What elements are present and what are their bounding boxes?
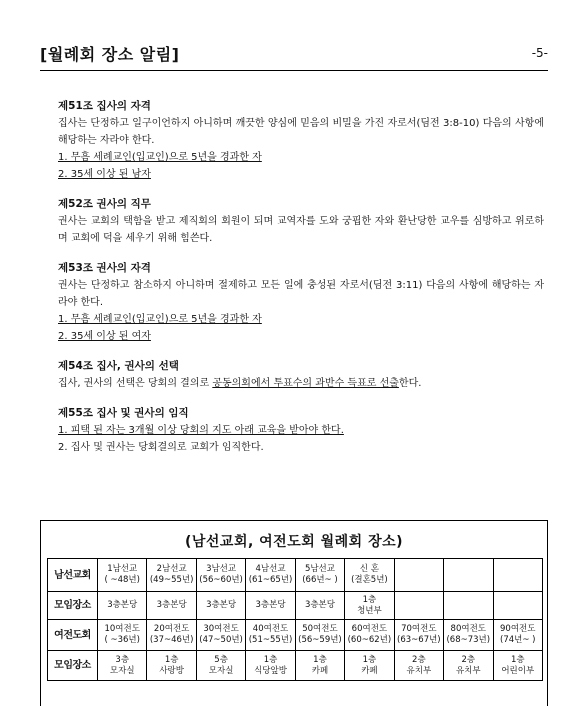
cell-line: 1층: [164, 654, 179, 665]
cell-line: 50여전도: [302, 624, 338, 634]
schedule-cell: [147, 592, 196, 620]
schedule-cell: [98, 620, 147, 651]
schedule-cell: [196, 559, 245, 592]
cell-line: 3층본당: [156, 600, 187, 610]
schedule-cell: [295, 559, 344, 592]
cell-line: (66년~ ): [302, 575, 338, 585]
schedule-row: [48, 559, 543, 592]
article-55: [58, 405, 544, 456]
schedule-cell: [147, 620, 196, 651]
cell-line: ( ~48년): [104, 575, 140, 585]
cell-line: 유치부: [455, 665, 481, 676]
schedule-cell: [246, 651, 295, 681]
article-item: 2. 35세 이상 된 여자: [58, 331, 151, 342]
schedule-cell: [147, 559, 196, 592]
cell-line: 3층본당: [206, 600, 237, 610]
cell-line: (61~65년): [248, 575, 293, 585]
schedule-cell: [394, 592, 443, 620]
article-title: 제54조 집사, 권사의 선택: [58, 360, 179, 372]
cell-line: 1남선교: [107, 564, 138, 574]
cell-line: 카페: [311, 665, 329, 676]
schedule-cell: [345, 592, 394, 620]
article-title: 제51조 집사의 자격: [58, 100, 151, 112]
cell-line: (56~60년): [199, 575, 243, 585]
schedule-table: [47, 558, 543, 681]
cell-line: (56~59년): [298, 635, 342, 645]
cell-line: 5남선교: [304, 564, 335, 574]
schedule-cell: [394, 651, 443, 681]
header-divider: [40, 70, 548, 71]
bylaw-content: [58, 98, 544, 469]
schedule-cell: [246, 592, 295, 620]
row-header: 모임장소: [48, 592, 98, 620]
cell-line: 청년부: [357, 605, 382, 616]
article-title: 제55조 집사 및 권사의 임직: [58, 407, 189, 419]
schedule-row: [48, 592, 543, 620]
cell-line: 1층: [313, 654, 327, 665]
schedule-cell: [394, 620, 443, 651]
cell-line: 모자실: [109, 665, 135, 676]
schedule-cell: [295, 592, 344, 620]
article-title: 제52조 권사의 직무: [58, 198, 151, 210]
cell-line: 40여전도: [252, 624, 289, 634]
cell-line: 1층: [510, 654, 525, 665]
cell-line: 2층: [412, 654, 426, 665]
schedule-cell: [345, 651, 394, 681]
schedule-cell: [444, 651, 493, 681]
cell-line: (60~62년): [347, 635, 392, 645]
article-item: 1. 피택 된 자는 3개월 이상 당회의 지도 아래 교육을 받아야 한다.: [58, 425, 344, 436]
cell-line: (37~46년): [149, 635, 194, 645]
cell-line: 식당앞방: [254, 665, 287, 676]
schedule-cell: [98, 592, 147, 620]
cell-line: 3남선교: [206, 564, 237, 574]
article-item: 2. 35세 이상 된 남자: [58, 169, 151, 180]
article-51: [58, 98, 544, 183]
schedule-cell: [196, 592, 245, 620]
cell-line: (74년~ ): [500, 635, 536, 645]
schedule-title: (남선교회, 여전도회 월례회 장소): [184, 534, 404, 550]
cell-line: 90여전도: [500, 624, 536, 634]
page-number: -5-: [531, 46, 548, 60]
cell-line: 2층: [461, 654, 476, 665]
article-text: 권사는 교회의 택함을 받고 제직회의 회원이 되며 교역자를 도와 궁핍한 자와 환난당한 교우를 심방하고 위로하며 교회에 덕을 세우기 위해 힘쓴다.: [58, 216, 544, 244]
article-52: [58, 196, 544, 247]
cell-line: 유치부: [406, 665, 432, 676]
article-text-plain: 집사, 권사의 선택은 당회의 결의로: [58, 378, 213, 389]
schedule-cell: [493, 620, 543, 651]
schedule-cell: [295, 620, 344, 651]
cell-line: 2남선교: [156, 564, 187, 574]
schedule-cell: [493, 651, 543, 681]
cell-line: 신 혼: [359, 564, 379, 574]
article-item: 1. 무흠 세례교인(입교인)으로 5년을 경과한 자: [58, 314, 262, 325]
cell-line: 1층: [263, 654, 278, 665]
cell-line: 20여전도: [153, 624, 190, 634]
article-title: 제53조 권사의 자격: [58, 262, 151, 274]
cell-line: 4남선교: [255, 564, 286, 574]
schedule-cell: [493, 592, 543, 620]
cell-line: 어린이부: [501, 665, 535, 676]
article-item: 2. 집사 및 권사는 당회결의로 교회가 임직한다.: [58, 442, 264, 453]
cell-line: ( ~36년): [104, 635, 140, 645]
cell-line: 사랑방: [159, 665, 184, 676]
row-header: 모임장소: [48, 651, 98, 681]
schedule-cell: [345, 620, 394, 651]
schedule-cell: [98, 559, 147, 592]
cell-line: 30여전도: [203, 624, 239, 634]
row-header: 여전도회: [48, 620, 98, 651]
schedule-row: [48, 620, 543, 651]
cell-line: 70여전도: [401, 624, 437, 634]
cell-line: 80여전도: [450, 624, 486, 634]
cell-line: 1층: [362, 594, 377, 605]
page-title: [월례회 장소 알림]: [40, 45, 180, 64]
article-54: [58, 358, 544, 392]
cell-line: 3층본당: [304, 600, 335, 610]
cell-line: (49~55년): [149, 575, 194, 585]
cell-line: 모자실: [208, 665, 234, 676]
article-text: 집사는 단정하고 일구이언하지 아니하며 깨끗한 양심에 믿음의 비밀을 가진 자로서(딤전 3:8-10) 다음의 사항에 해당하는 자라야 한다.: [58, 118, 544, 146]
schedule-cell: [444, 559, 493, 592]
cell-line: (47~50년): [199, 635, 243, 645]
schedule-cell: [196, 651, 245, 681]
schedule-cell: [147, 651, 196, 681]
article-text-end: 한다.: [398, 378, 422, 389]
schedule-cell: [196, 620, 245, 651]
schedule-cell: [295, 651, 344, 681]
article-item: 1. 무흠 세례교인(입교인)으로 5년을 경과한 자: [58, 152, 262, 163]
cell-line: 카페: [361, 665, 378, 676]
cell-line: 3층본당: [255, 600, 286, 610]
cell-line: (68~73년): [446, 635, 491, 645]
article-text: 권사는 단정하고 참소하지 아니하며 절제하고 모든 일에 충성된 자로서(딤전 3:11) 다음의 사항에 해당하는 자라야 한다.: [58, 280, 544, 308]
schedule-cell: [246, 620, 295, 651]
cell-line: 5층: [214, 654, 228, 665]
cell-line: (51~55년): [248, 635, 293, 645]
page-header: [40, 40, 548, 70]
cell-line: (결혼5년): [351, 575, 388, 585]
schedule-cell: [444, 620, 493, 651]
article-53: [58, 260, 544, 345]
cell-line: 3층본당: [107, 600, 138, 610]
schedule-cell: [444, 592, 493, 620]
schedule-cell: [246, 559, 295, 592]
schedule-cell: [98, 651, 147, 681]
cell-line: 3층: [115, 654, 130, 665]
meeting-place-box: [40, 520, 548, 706]
schedule-cell: [345, 559, 394, 592]
cell-line: (63~67년): [397, 635, 441, 645]
cell-line: 1층: [362, 654, 377, 665]
article-text: [58, 375, 544, 392]
cell-line: 60여전도: [351, 624, 388, 634]
cell-line: 10여전도: [104, 624, 140, 634]
schedule-row: [48, 651, 543, 681]
schedule-cell: [493, 559, 543, 592]
schedule-cell: [394, 559, 443, 592]
article-text-underlined: 공동의회에서 투표수의 과반수 득표로 선출: [212, 378, 399, 389]
row-header: 남선교회: [48, 559, 98, 592]
